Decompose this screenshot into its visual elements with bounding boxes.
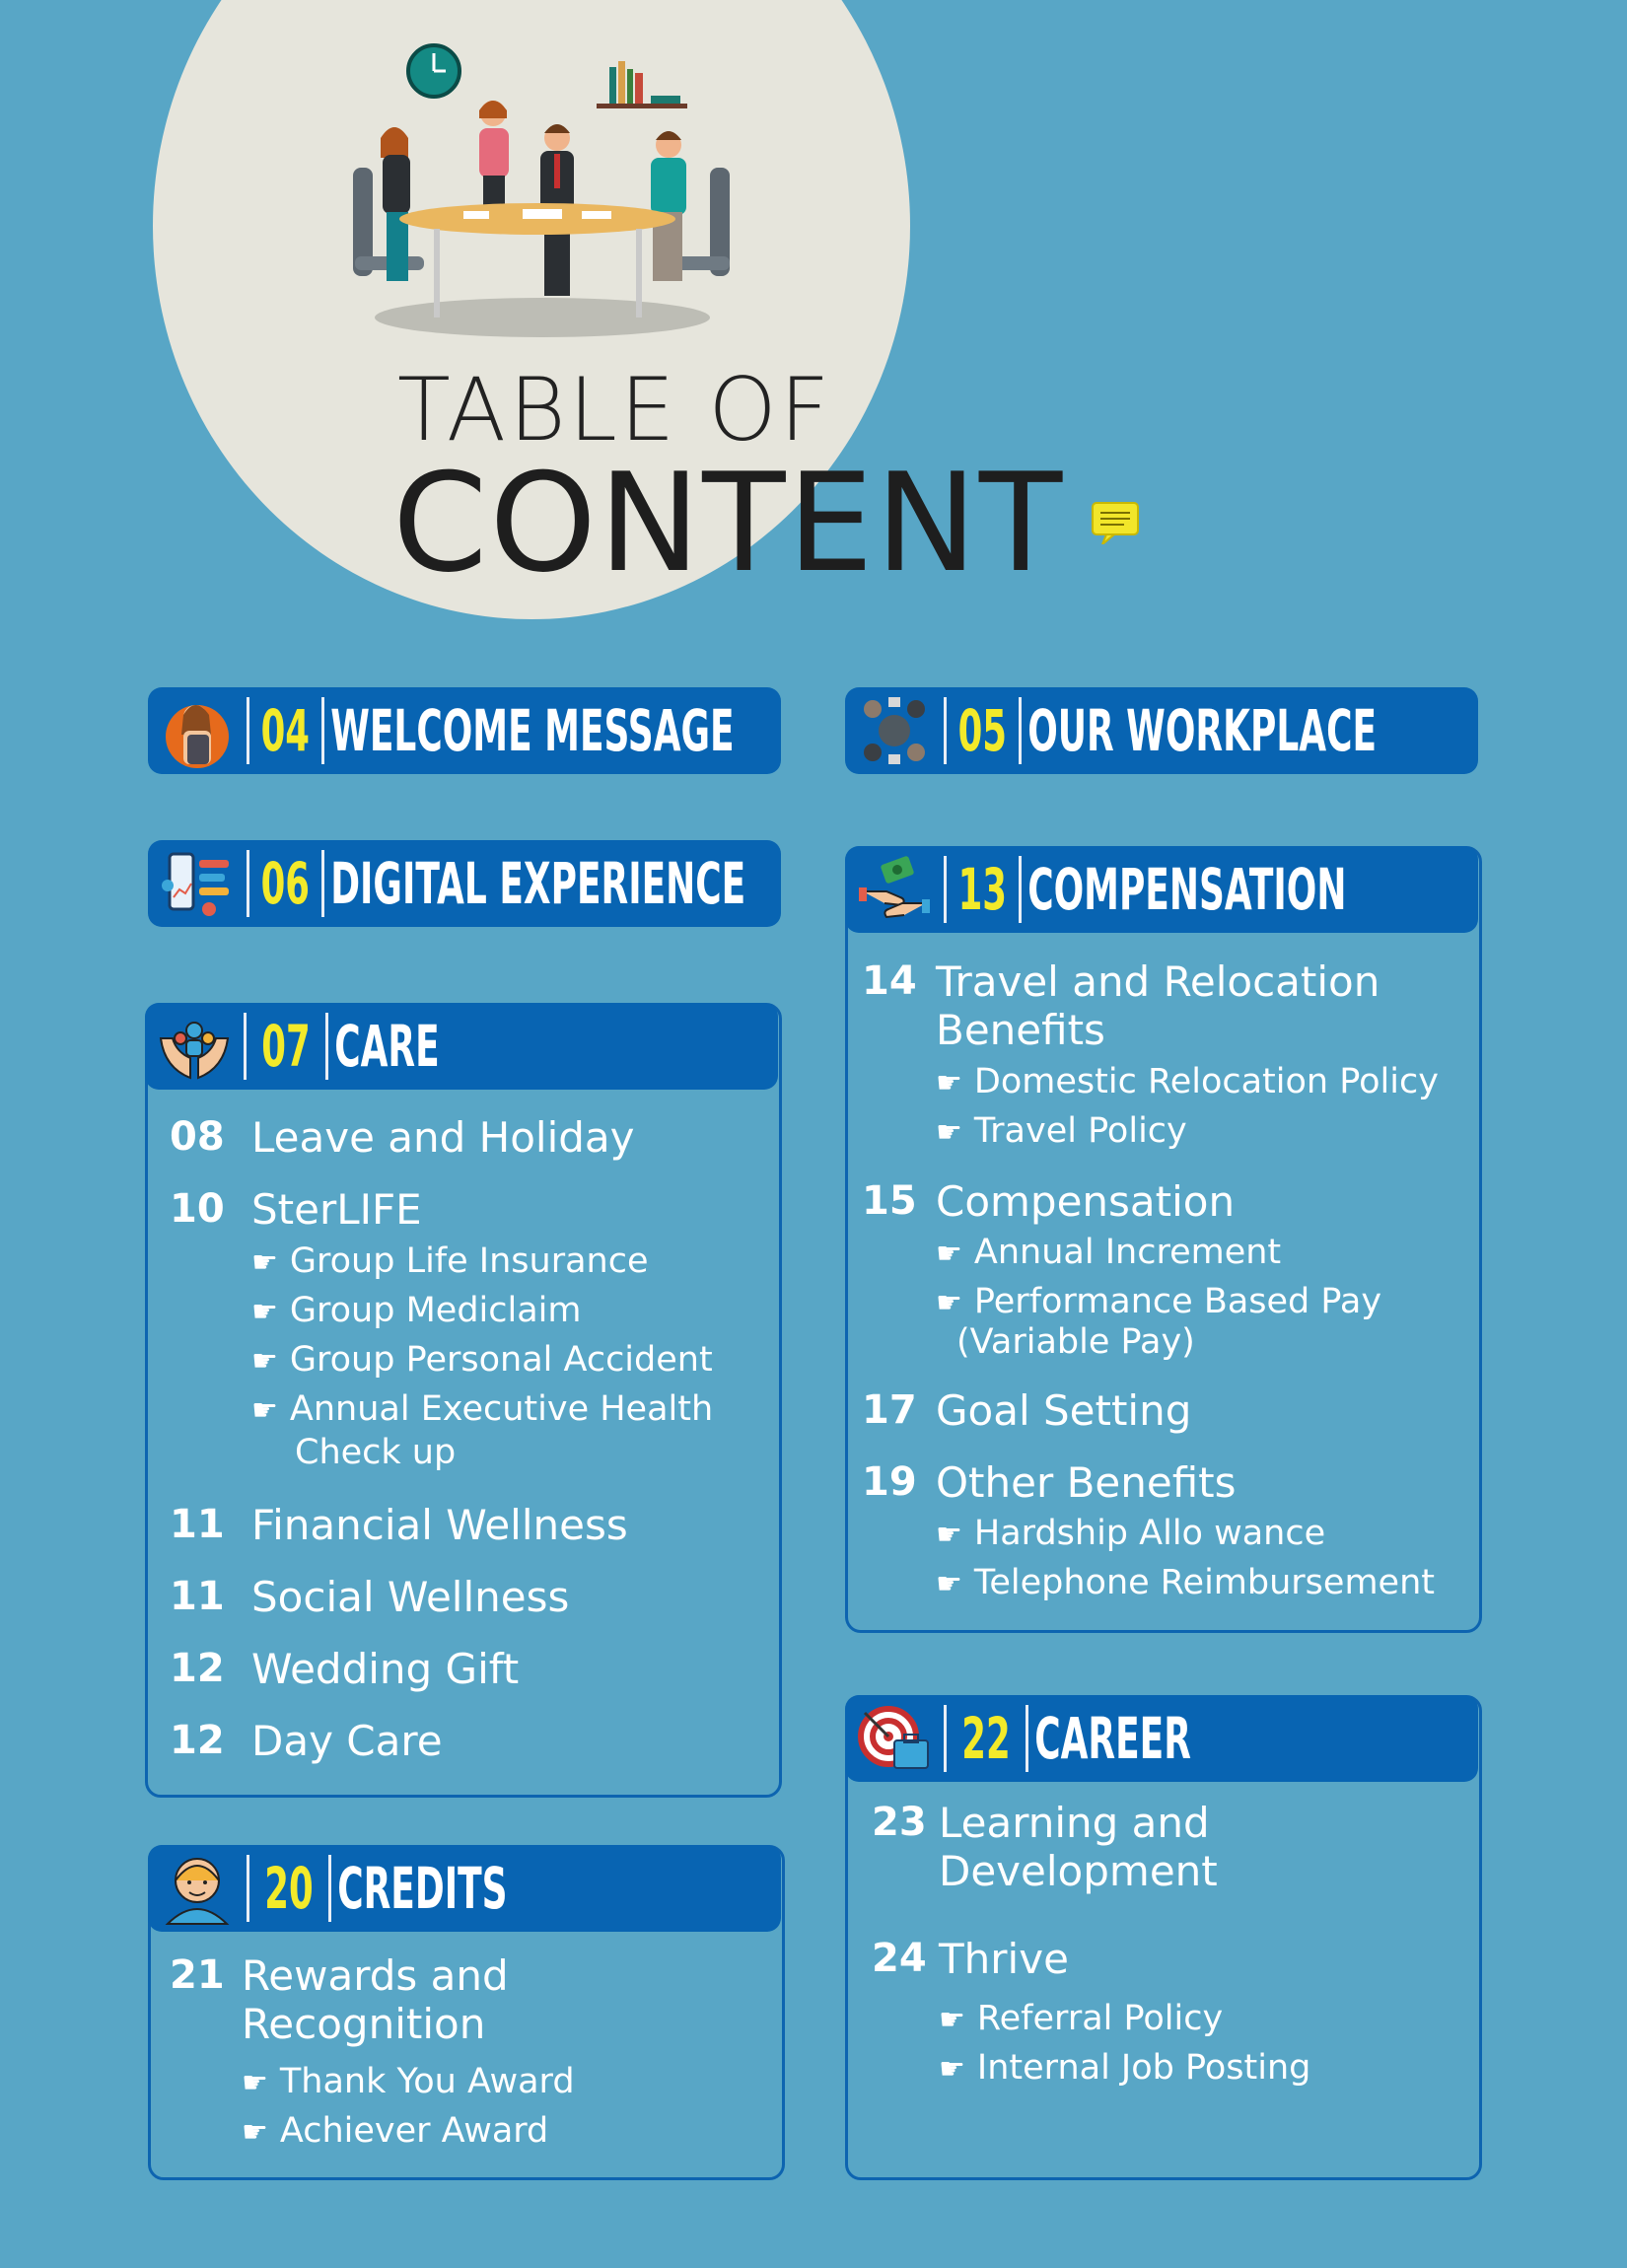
toc-entry-continuation: Development	[939, 1847, 1218, 1895]
entry-page-number: 23	[872, 1800, 927, 1845]
person-face-icon	[148, 1845, 247, 1932]
pointing-hand-icon: ☛	[242, 2115, 268, 2150]
title-line-1: TABLE OF	[397, 359, 833, 461]
section-workplace-header[interactable]	[845, 687, 1478, 774]
toc-subentry[interactable]: ☛ Annual Increment	[936, 1233, 1282, 1272]
pointing-hand-icon: ☛	[939, 2052, 965, 2087]
pointing-hand-icon: ☛	[936, 1286, 962, 1320]
section-credits-header[interactable]	[148, 1845, 781, 1932]
toc-subentry[interactable]: ☛ Group Personal Accident	[251, 1340, 713, 1380]
section-title: COMPENSATION	[1026, 856, 1347, 923]
entry-page-number: 11	[170, 1574, 225, 1619]
pointing-hand-icon: ☛	[939, 2003, 965, 2037]
entry-page-number: 14	[862, 958, 917, 1004]
toc-subentry[interactable]: ☛ Achiever Award	[242, 2111, 549, 2151]
entry-page-number: 08	[170, 1114, 225, 1160]
toc-subentry[interactable]: ☛ Annual Executive Health	[251, 1389, 714, 1429]
toc-subentry[interactable]: ☛ Travel Policy	[936, 1111, 1187, 1151]
entry-page-number: 15	[862, 1178, 917, 1224]
comment-icon	[1091, 501, 1140, 544]
header-separator	[247, 1855, 249, 1922]
section-page-number: 07	[261, 1013, 311, 1080]
meeting-illustration	[335, 39, 749, 345]
entry-title: Social Wellness	[251, 1573, 570, 1621]
section-compensation-header[interactable]	[845, 846, 1478, 933]
section-title: WELCOME MESSAGE	[329, 697, 735, 764]
entry-page-number: 12	[170, 1646, 225, 1691]
workplace-team-icon	[845, 687, 944, 774]
section-title: OUR WORKPLACE	[1026, 697, 1377, 764]
section-career-header[interactable]	[845, 1695, 1478, 1782]
entry-page-number: 11	[170, 1502, 225, 1547]
section-digital-header[interactable]	[148, 840, 781, 927]
digital-devices-icon	[148, 840, 247, 927]
section-care-header[interactable]	[145, 1003, 778, 1090]
pointing-hand-icon: ☛	[936, 1066, 962, 1100]
toc-subentry[interactable]: ☛ Hardship Allo wance	[936, 1514, 1326, 1553]
toc-subentry[interactable]: ☛ Group Life Insurance	[251, 1241, 649, 1281]
pointing-hand-icon: ☛	[251, 1295, 278, 1329]
header-separator	[944, 697, 947, 764]
toc-subentry-continuation: Check up	[295, 1433, 457, 1472]
pointing-hand-icon: ☛	[251, 1344, 278, 1379]
header-separator	[244, 1013, 247, 1080]
toc-subentry[interactable]: ☛ Domestic Relocation Policy	[936, 1062, 1439, 1101]
section-title: CARE	[334, 1013, 440, 1080]
entry-page-number: 10	[170, 1186, 225, 1232]
toc-subentry[interactable]: ☛ Referral Policy	[939, 1999, 1224, 2038]
entry-title: Wedding Gift	[251, 1645, 520, 1693]
entry-title: SterLIFE	[251, 1185, 422, 1234]
pointing-hand-icon: ☛	[251, 1393, 278, 1428]
entry-title: Other Benefits	[936, 1458, 1237, 1507]
header-separator	[247, 697, 249, 764]
entry-title: Travel and Relocation	[936, 957, 1380, 1006]
entry-title: Goal Setting	[936, 1386, 1192, 1435]
header-separator	[944, 856, 947, 923]
section-page-number: 04	[260, 697, 311, 764]
pointing-hand-icon: ☛	[936, 1115, 962, 1150]
section-page-number: 20	[264, 1855, 314, 1922]
section-title: CAREER	[1034, 1705, 1191, 1772]
pointing-hand-icon: ☛	[936, 1237, 962, 1271]
section-title: DIGITAL EXPERIENCE	[329, 850, 745, 917]
section-page-number: 06	[260, 850, 311, 917]
speaker-woman-icon	[148, 687, 247, 774]
toc-subentry[interactable]: ☛ Telephone Reimbursement	[936, 1563, 1435, 1602]
entry-page-number: 12	[170, 1718, 225, 1763]
entry-page-number: 24	[872, 1936, 927, 1981]
header-separator	[247, 850, 249, 917]
header-separator	[944, 1705, 947, 1772]
title-line-2: CONTENT	[392, 444, 1065, 602]
section-page-number: 13	[957, 856, 1008, 923]
toc-subentry[interactable]: ☛ Thank You Award	[242, 2062, 575, 2101]
entry-title: Rewards and	[242, 1951, 509, 2000]
section-title: CREDITS	[337, 1855, 508, 1922]
section-page-number: 22	[961, 1705, 1011, 1772]
target-briefcase-icon	[845, 1695, 944, 1782]
toc-subentry[interactable]: ☛ Internal Job Posting	[939, 2048, 1311, 2088]
care-hands-people-icon	[145, 1003, 244, 1090]
entry-title: Thrive	[939, 1935, 1069, 1983]
entry-page-number: 17	[862, 1387, 917, 1433]
toc-entry-continuation: Benefits	[936, 1006, 1105, 1054]
entry-title: Leave and Holiday	[251, 1113, 635, 1162]
money-hands-icon	[845, 846, 944, 933]
entry-title: Day Care	[251, 1717, 443, 1765]
toc-subentry[interactable]: ☛ Performance Based Pay	[936, 1282, 1382, 1321]
pointing-hand-icon: ☛	[936, 1567, 962, 1601]
entry-title: Compensation	[936, 1177, 1236, 1226]
entry-title: Financial Wellness	[251, 1501, 628, 1549]
entry-title: Learning and	[939, 1799, 1210, 1847]
entry-page-number: 21	[170, 1952, 225, 1998]
pointing-hand-icon: ☛	[936, 1518, 962, 1552]
toc-subentry[interactable]: ☛ Group Mediclaim	[251, 1291, 582, 1330]
section-welcome-header[interactable]	[148, 687, 781, 774]
pointing-hand-icon: ☛	[242, 2066, 268, 2100]
section-page-number: 05	[957, 697, 1008, 764]
toc-subentry-continuation: (Variable Pay)	[956, 1322, 1195, 1362]
pointing-hand-icon: ☛	[251, 1245, 278, 1280]
entry-page-number: 19	[862, 1459, 917, 1505]
toc-entry-continuation: Recognition	[242, 2000, 486, 2048]
